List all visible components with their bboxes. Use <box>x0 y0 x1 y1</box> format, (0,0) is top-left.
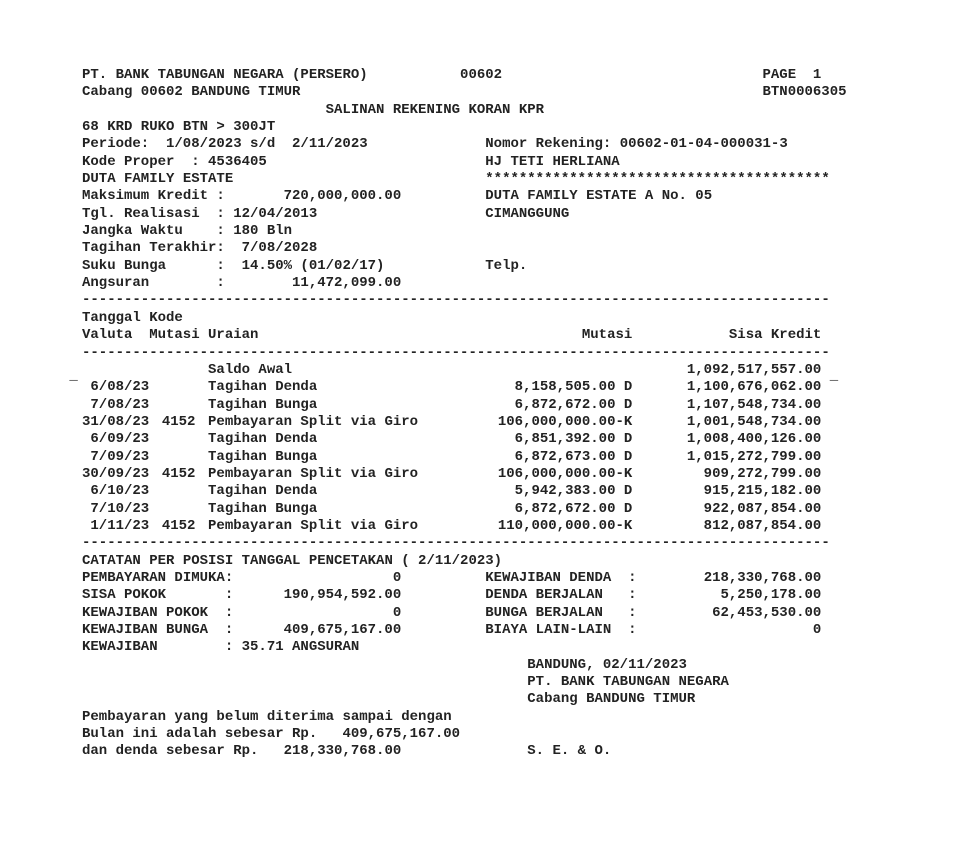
colon: : <box>216 240 225 257</box>
cell-tanggal: 6/09/23 <box>90 431 150 448</box>
branch-code: 00602 <box>460 67 503 83</box>
tgl-realisasi-line <box>82 206 862 223</box>
angsuran-line <box>82 275 862 292</box>
page-label: PAGE <box>762 67 797 83</box>
tgl-realisasi-label: Tgl. Realisasi <box>82 205 200 222</box>
catatan-label: PEMBAYARAN DIMUKA <box>82 569 225 586</box>
cell-uraian: Pembayaran Split via Giro <box>208 517 419 534</box>
tagihan-terakhir-value: 7/08/2028 <box>241 240 318 257</box>
colon: : <box>224 639 234 656</box>
title-line <box>82 102 862 119</box>
footer-note-text: Pembayaran yang belum diterima sampai dengan <box>82 708 452 725</box>
header-line-1 <box>82 67 862 84</box>
cell-uraian: Tagihan Bunga <box>208 396 318 413</box>
footer-note-amount: 218,330,768.00 <box>283 743 402 760</box>
cell-mutasi: 6,851,392.00 D <box>514 431 633 448</box>
separator-row <box>82 292 862 309</box>
address-line-1: DUTA FAMILY ESTATE A No. 05 <box>485 188 713 205</box>
cell-mutasi: 106,000,000.00-K <box>497 413 633 430</box>
table-row <box>82 483 862 500</box>
jangka-waktu-line <box>82 223 862 240</box>
jangka-waktu-value: 180 Bln <box>233 223 293 240</box>
product-name: 68 KRD RUKO BTN > 300JT <box>82 119 276 136</box>
signature-branch-line <box>82 691 862 708</box>
cell-mutasi: 5,942,383.00 D <box>514 483 633 500</box>
table-row <box>82 414 862 431</box>
cell-sisa-kredit: 1,015,272,799.00 <box>686 448 822 465</box>
tagihan-terakhir-line <box>82 240 862 257</box>
cell-mutasi: 6,872,673.00 D <box>514 448 633 465</box>
kode-proper-line <box>82 154 862 171</box>
kewajiban-label: KEWAJIBAN <box>82 639 158 656</box>
bank-statement-document <box>69 67 862 761</box>
table-row <box>82 379 862 396</box>
colon: : <box>216 223 225 240</box>
cell-uraian: Tagihan Denda <box>208 431 318 448</box>
table-header-line-2 <box>82 327 862 344</box>
separator-row <box>82 345 862 362</box>
catatan-label: KEWAJIBAN DENDA <box>485 569 612 586</box>
separator-line: ----------------------------------------------------------------------------------------- <box>82 535 830 552</box>
jangka-waktu-label: Jangka Waktu <box>82 223 183 240</box>
catatan-row <box>82 587 862 604</box>
print-artifact-left: _ <box>69 367 78 384</box>
maksimum-kredit-value: 720,000,000.00 <box>283 188 402 205</box>
table-row <box>82 466 862 483</box>
cell-sisa-kredit: 1,100,676,062.00 <box>686 379 822 396</box>
catatan-value: 409,675,167.00 <box>283 622 402 638</box>
suku-bunga-line <box>82 258 862 275</box>
separator-line: ----------------------------------------------------------------------------------------- <box>82 344 830 361</box>
cell-tanggal: 6/10/23 <box>90 483 150 500</box>
debtor-name: HJ TETI HERLIANA <box>485 153 620 170</box>
nomor-rekening-label: Nomor Rekening: <box>485 136 612 153</box>
angsuran-value: 11,472,099.00 <box>292 275 402 292</box>
column-header-valuta: Valuta <box>82 327 133 344</box>
catatan-title: CATATAN PER POSISI TANGGAL PENCETAKAN ( 2/11/2023) <box>82 552 503 569</box>
suku-bunga-label: Suku Bunga <box>82 257 167 274</box>
cell-sisa-kredit: 909,272,799.00 <box>703 465 822 482</box>
catatan-value: 62,453,530.00 <box>712 604 822 621</box>
cell-tanggal: 7/08/23 <box>90 396 150 413</box>
colon: : <box>216 275 225 292</box>
tagihan-terakhir-label: Tagihan Terakhir <box>82 240 217 257</box>
table-row <box>82 397 862 414</box>
masked-line: ***************************************** <box>485 171 830 188</box>
cell-uraian: Pembayaran Split via Giro <box>208 465 419 482</box>
colon: : <box>224 587 234 604</box>
report-code: BTN0006305 <box>762 84 847 101</box>
telp-label: Telp. <box>485 257 528 274</box>
bank-name: PT. BANK TABUNGAN NEGARA (PERSERO) <box>82 67 368 83</box>
catatan-row <box>82 622 862 639</box>
periode-line <box>82 136 862 153</box>
seo-label: S. E. & O. <box>527 743 612 760</box>
footer-note-label: Bulan ini adalah sebesar Rp. <box>82 726 318 743</box>
colon: : <box>224 622 234 638</box>
colon: : <box>216 205 225 222</box>
column-header-sisa-kredit: Sisa Kredit <box>728 327 822 344</box>
opening-balance-row <box>69 361 862 384</box>
column-header-mutasi-kode: Mutasi <box>149 327 200 344</box>
catatan-value: 218,330,768.00 <box>703 569 822 586</box>
cell-sisa-kredit: 812,087,854.00 <box>703 517 822 534</box>
page-number: 1 <box>812 67 822 83</box>
cell-tanggal: 31/08/23 <box>82 413 150 430</box>
catatan-label: KEWAJIBAN POKOK <box>82 604 209 621</box>
cell-sisa-kredit: 922,087,854.00 <box>703 500 822 517</box>
table-row <box>82 431 862 448</box>
catatan-row <box>82 605 862 622</box>
cell-kode: 4152 <box>161 517 196 534</box>
catatan-title-line <box>82 553 862 570</box>
kode-proper-value: 4536405 <box>208 153 267 170</box>
column-header-kode: Kode <box>149 309 183 326</box>
opening-balance-label: Saldo Awal <box>208 361 293 378</box>
print-artifact-right: _ <box>829 367 839 384</box>
suku-bunga-value: 14.50% (01/02/17) <box>241 257 385 274</box>
colon: : <box>628 587 637 604</box>
periode-value: 1/08/2023 s/d 2/11/2023 <box>166 136 368 153</box>
separator-line: ----------------------------------------------------------------------------------------- <box>82 292 830 309</box>
footer-note-amount: 409,675,167.00 <box>342 726 461 743</box>
table-header-line-1 <box>82 310 862 327</box>
cell-tanggal: 30/09/23 <box>82 465 150 482</box>
catatan-label: KEWAJIBAN BUNGA <box>82 622 209 638</box>
nomor-rekening-value: 00602-01-04-000031-3 <box>619 136 788 153</box>
cell-uraian: Pembayaran Split via Giro <box>208 413 419 430</box>
colon: : <box>628 569 637 586</box>
kode-proper-label: Kode Proper <box>82 153 175 170</box>
header-line-2 <box>82 84 862 101</box>
tgl-realisasi-value: 12/04/2013 <box>233 205 318 222</box>
signature-place-date: BANDUNG, 02/11/2023 <box>527 656 687 673</box>
footer-note-line-2 <box>82 726 862 743</box>
catatan-value: 190,954,592.00 <box>283 587 402 604</box>
signature-place-date-line <box>82 657 862 674</box>
project-name: DUTA FAMILY ESTATE <box>82 171 234 188</box>
cell-mutasi: 110,000,000.00-K <box>497 517 633 534</box>
footer-note-line-1 <box>82 709 862 726</box>
cell-uraian: Tagihan Bunga <box>208 448 318 465</box>
opening-balance-value: 1,092,517,557.00 <box>686 361 822 378</box>
periode-label: Periode: <box>82 136 150 153</box>
catatan-value: 0 <box>392 569 402 586</box>
column-header-mutasi: Mutasi <box>581 327 633 344</box>
address-line-2: CIMANGGUNG <box>485 205 570 222</box>
cell-mutasi: 6,872,672.00 D <box>514 396 633 413</box>
column-header-tanggal: Tanggal <box>82 309 141 326</box>
cell-mutasi: 6,872,672.00 D <box>514 500 633 517</box>
table-row <box>82 518 862 535</box>
catatan-label: BIAYA LAIN-LAIN <box>485 622 612 638</box>
cell-kode: 4152 <box>161 413 196 430</box>
column-header-uraian: Uraian <box>208 327 259 344</box>
table-row <box>82 501 862 518</box>
colon: : <box>628 604 637 621</box>
table-row <box>82 449 862 466</box>
colon: : <box>191 153 200 170</box>
cell-uraian: Tagihan Denda <box>208 483 318 500</box>
cell-uraian: Tagihan Bunga <box>208 500 318 517</box>
project-line <box>82 171 862 188</box>
footer-note-label: dan denda sebesar Rp. <box>82 743 259 760</box>
catatan-label: BUNGA BERJALAN <box>485 604 603 621</box>
cell-sisa-kredit: 1,001,548,734.00 <box>686 413 822 430</box>
cell-sisa-kredit: 1,107,548,734.00 <box>686 396 822 413</box>
maksimum-kredit-line <box>82 188 862 205</box>
product-line <box>82 119 862 136</box>
cell-mutasi: 8,158,505.00 D <box>514 379 633 396</box>
kewajiban-line <box>82 639 862 656</box>
colon: : <box>224 604 234 621</box>
cell-sisa-kredit: 915,215,182.00 <box>703 483 822 500</box>
angsuran-label: Angsuran <box>82 275 150 292</box>
catatan-value: 0 <box>812 622 822 638</box>
separator-row <box>82 535 862 552</box>
catatan-label: DENDA BERJALAN <box>485 587 603 604</box>
cell-tanggal: 7/10/23 <box>90 500 150 517</box>
colon: : <box>224 569 234 586</box>
signature-bank-name: PT. BANK TABUNGAN NEGARA <box>527 674 729 691</box>
catatan-row <box>82 570 862 587</box>
catatan-label: SISA POKOK <box>82 587 167 604</box>
colon: : <box>628 622 637 638</box>
signature-bank-line <box>82 674 862 691</box>
cell-tanggal: 1/11/23 <box>90 517 150 534</box>
cell-sisa-kredit: 1,008,400,126.00 <box>686 431 822 448</box>
cell-mutasi: 106,000,000.00-K <box>497 465 633 482</box>
cell-uraian: Tagihan Denda <box>208 379 318 396</box>
colon: : <box>216 188 225 205</box>
catatan-value: 0 <box>392 604 402 621</box>
kewajiban-value: 35.71 ANGSURAN <box>241 639 360 656</box>
branch-line: Cabang 00602 BANDUNG TIMUR <box>82 84 301 101</box>
maksimum-kredit-label: Maksimum Kredit <box>82 188 209 205</box>
signature-branch-name: Cabang BANDUNG TIMUR <box>527 691 696 708</box>
colon: : <box>216 257 225 274</box>
document-title: SALINAN REKENING KORAN KPR <box>325 101 545 118</box>
cell-tanggal: 6/08/23 <box>90 379 150 396</box>
transaction-rows <box>82 379 862 535</box>
footer-note-line-3 <box>82 743 862 760</box>
cell-kode: 4152 <box>161 465 196 482</box>
cell-tanggal: 7/09/23 <box>90 448 150 465</box>
catatan-value: 5,250,178.00 <box>720 587 822 604</box>
